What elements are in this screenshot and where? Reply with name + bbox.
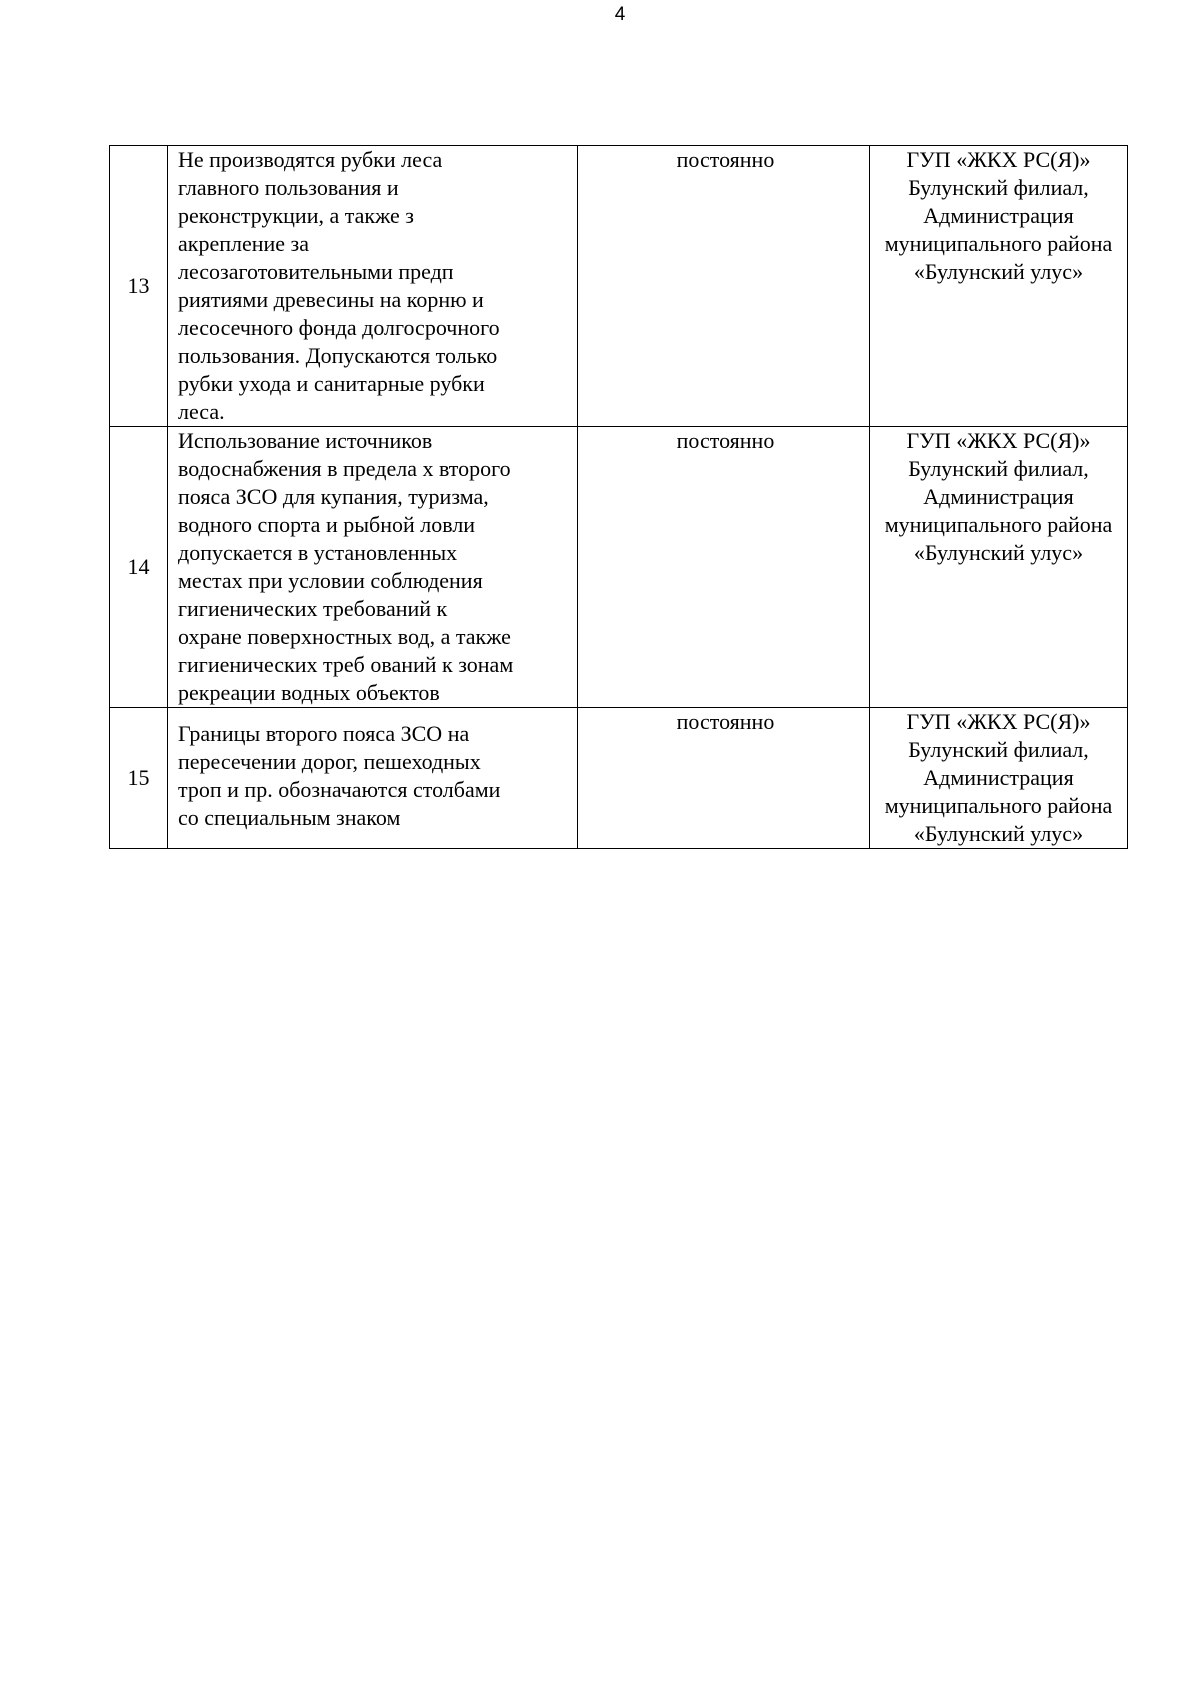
- table-row: [110, 146, 1128, 427]
- description-line: леса.: [178, 399, 225, 424]
- description-line: Границы второго пояса ЗСО на: [178, 721, 470, 746]
- description-line: рекреации водных объектов: [178, 680, 440, 705]
- page-number: 4: [614, 4, 626, 25]
- responsible-line: Булунский филиал,: [908, 737, 1089, 762]
- description-line: допускается в установленных: [178, 540, 458, 565]
- description-line: охране поверхностных вод, а также: [178, 624, 511, 649]
- term-cell: постоянно: [578, 427, 870, 708]
- description-line: со специальным знаком: [178, 805, 401, 830]
- responsible-line: Булунский филиал,: [908, 456, 1089, 481]
- description-line: лесосечного фонда долгосрочного: [178, 315, 500, 340]
- responsible-line: Администрация: [923, 484, 1074, 509]
- description-line: гигиенических треб ований к зонам: [178, 652, 514, 677]
- description-line: пользования. Допускаются только: [178, 343, 498, 368]
- responsible-line: ГУП «ЖКХ РС(Я)»: [906, 147, 1091, 172]
- term-cell: постоянно: [578, 708, 870, 849]
- responsible-line: Администрация: [923, 203, 1074, 228]
- row-number: 13: [110, 146, 168, 427]
- description-line: рубки ухода и санитарные рубки: [178, 371, 485, 396]
- measure-description: [168, 427, 578, 708]
- responsible-line: Администрация: [923, 765, 1074, 790]
- row-number: 15: [110, 708, 168, 849]
- description-line: пересечении дорог, пешеходных: [178, 749, 481, 774]
- description-line: акрепление за: [178, 231, 310, 256]
- responsible-line: Булунский филиал,: [908, 175, 1089, 200]
- table-row: [110, 708, 1128, 849]
- description-line: троп и пр. обозначаются столбами: [178, 777, 501, 802]
- description-line: лесозаготовительными предп: [178, 259, 454, 284]
- responsible-line: муниципального района: [884, 512, 1113, 537]
- measure-description: [168, 708, 578, 849]
- responsible-cell: [870, 146, 1128, 427]
- measure-description: [168, 146, 578, 427]
- description-line: Использование источников: [178, 428, 433, 453]
- description-line: риятиями древесины на корню и: [178, 287, 484, 312]
- row-number: 14: [110, 427, 168, 708]
- term-cell: постоянно: [578, 146, 870, 427]
- description-line: пояса ЗСО для купания, туризма,: [178, 484, 489, 509]
- measures-table: [109, 145, 1128, 849]
- responsible-line: ГУП «ЖКХ РС(Я)»: [906, 428, 1091, 453]
- table-row: [110, 427, 1128, 708]
- responsible-line: «Булунский улус»: [913, 540, 1084, 565]
- description-line: водоснабжения в предела х второго: [178, 456, 511, 481]
- description-line: местах при условии соблюдения: [178, 568, 483, 593]
- description-line: водного спорта и рыбной ловли: [178, 512, 476, 537]
- responsible-line: ГУП «ЖКХ РС(Я)»: [906, 709, 1091, 734]
- description-line: главного пользования и: [178, 175, 399, 200]
- responsible-cell: [870, 427, 1128, 708]
- responsible-line: муниципального района: [884, 793, 1113, 818]
- description-line: реконструкции, а также з: [178, 203, 414, 228]
- responsible-line: муниципального района: [884, 231, 1113, 256]
- description-line: гигиенических требований к: [178, 596, 448, 621]
- responsible-line: «Булунский улус»: [913, 821, 1084, 846]
- responsible-line: «Булунский улус»: [913, 259, 1084, 284]
- description-line: Не производятся рубки леса: [178, 147, 443, 172]
- responsible-cell: [870, 708, 1128, 849]
